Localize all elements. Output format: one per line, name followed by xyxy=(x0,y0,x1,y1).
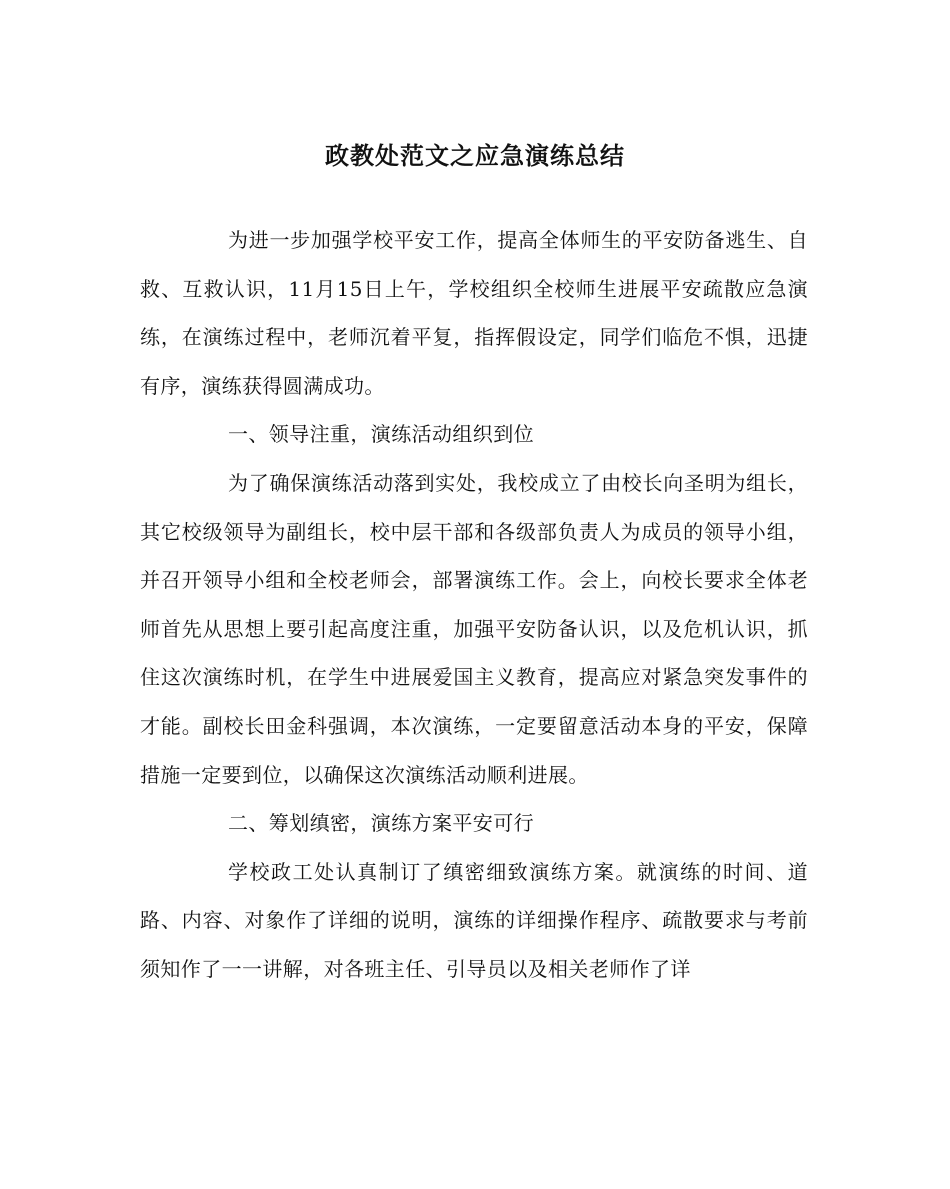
section-heading-2: 二、筹划缜密，演练方案平安可行 xyxy=(228,811,534,836)
paragraph-intro: 为进一步加强学校平安工作，提高全体师生的平安防备逃生、自救、互救认识，11月15日上午，学校组织全校师生进展平安疏散应急演练，在演练过程中，老师沉着平复，指挥假设定，同学们临危不惧，迅捷有序，演练获得圆满成功。 xyxy=(140,228,808,398)
paragraph-section-1: 为了确保演练活动落到实处，我校成立了由校长向圣明为组长，其它校级领导为副组长，校中层干部和各级部负责人为成员的领导小组，并召开领导小组和全校老师会，部署演练工作。会上，向校长要求全体老师首先从思想上要引起高度注重，加强平安防备认识，以及危机认识，抓住这次演练时机，在学生中进展爱国主义教育，提高应对紧急突发事件的才能。副校长田金科强调，本次演练，一定要留意活动本身的平安，保障措施一定要到位，以确保这次演练活动顺利进展。 xyxy=(140,470,808,787)
section-heading-1: 一、领导注重，演练活动组织到位 xyxy=(228,422,534,447)
document-title: 政教处范文之应急演练总结 xyxy=(325,141,625,170)
paragraph-section-2: 学校政工处认真制订了缜密细致演练方案。就演练的时间、道路、内容、对象作了详细的说明，演练的详细操作程序、疏散要求与考前须知作了一一讲解，对各班主任、引导员以及相关老师作了详 xyxy=(140,859,808,981)
document-body xyxy=(140,216,808,994)
